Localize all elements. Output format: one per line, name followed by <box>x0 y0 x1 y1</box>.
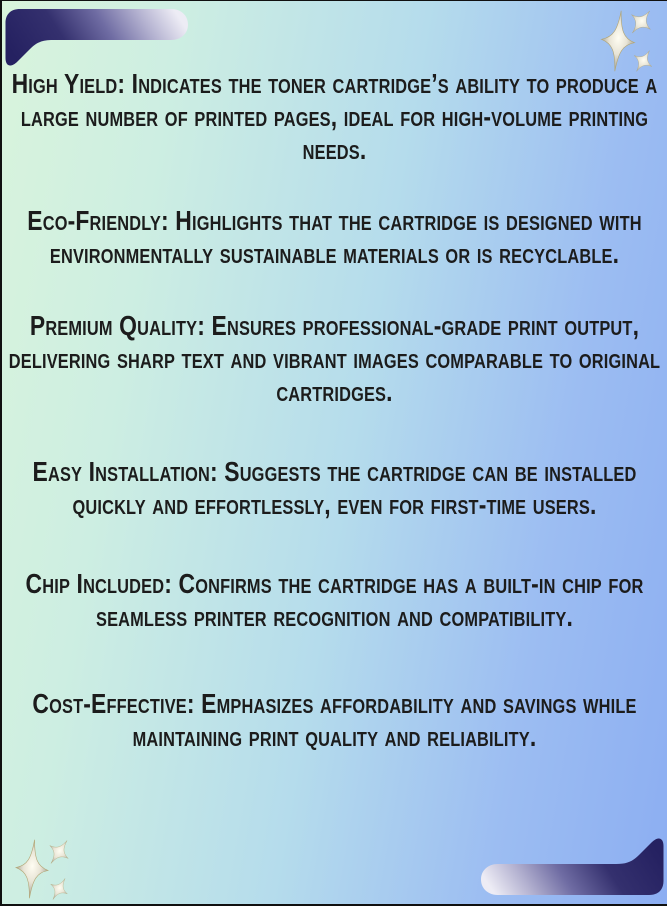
feature-item-high-yield: High Yield: Indicates the toner cartridge’s ability to produce a large number of printed pages, ideal for high-volume printing needs. <box>11 68 658 165</box>
feature-list <box>2 1 667 904</box>
feature-item-premium-quality: Premium Quality: Ensures professional-grade print output, delivering sharp text and vibrant images comparable to original cartridges. <box>8 310 661 407</box>
feature-item-easy-installation: Easy Installation: Suggests the cartridge can be installed quickly and effortlessly, even for first-time users. <box>32 456 637 520</box>
feature-item-cost-effective: Cost-Effective: Emphasizes affordability and savings while maintaining print quality and reliability. <box>32 688 637 752</box>
feature-item-chip-included: Chip Included: Confirms the cartridge has a built-in chip for seamless printer recognition and compatibility. <box>25 568 644 632</box>
feature-item-eco-friendly: Eco-Friendly: Highlights that the cartridge is designed with environmentally sustainable materials or is recyclable. <box>27 205 642 269</box>
